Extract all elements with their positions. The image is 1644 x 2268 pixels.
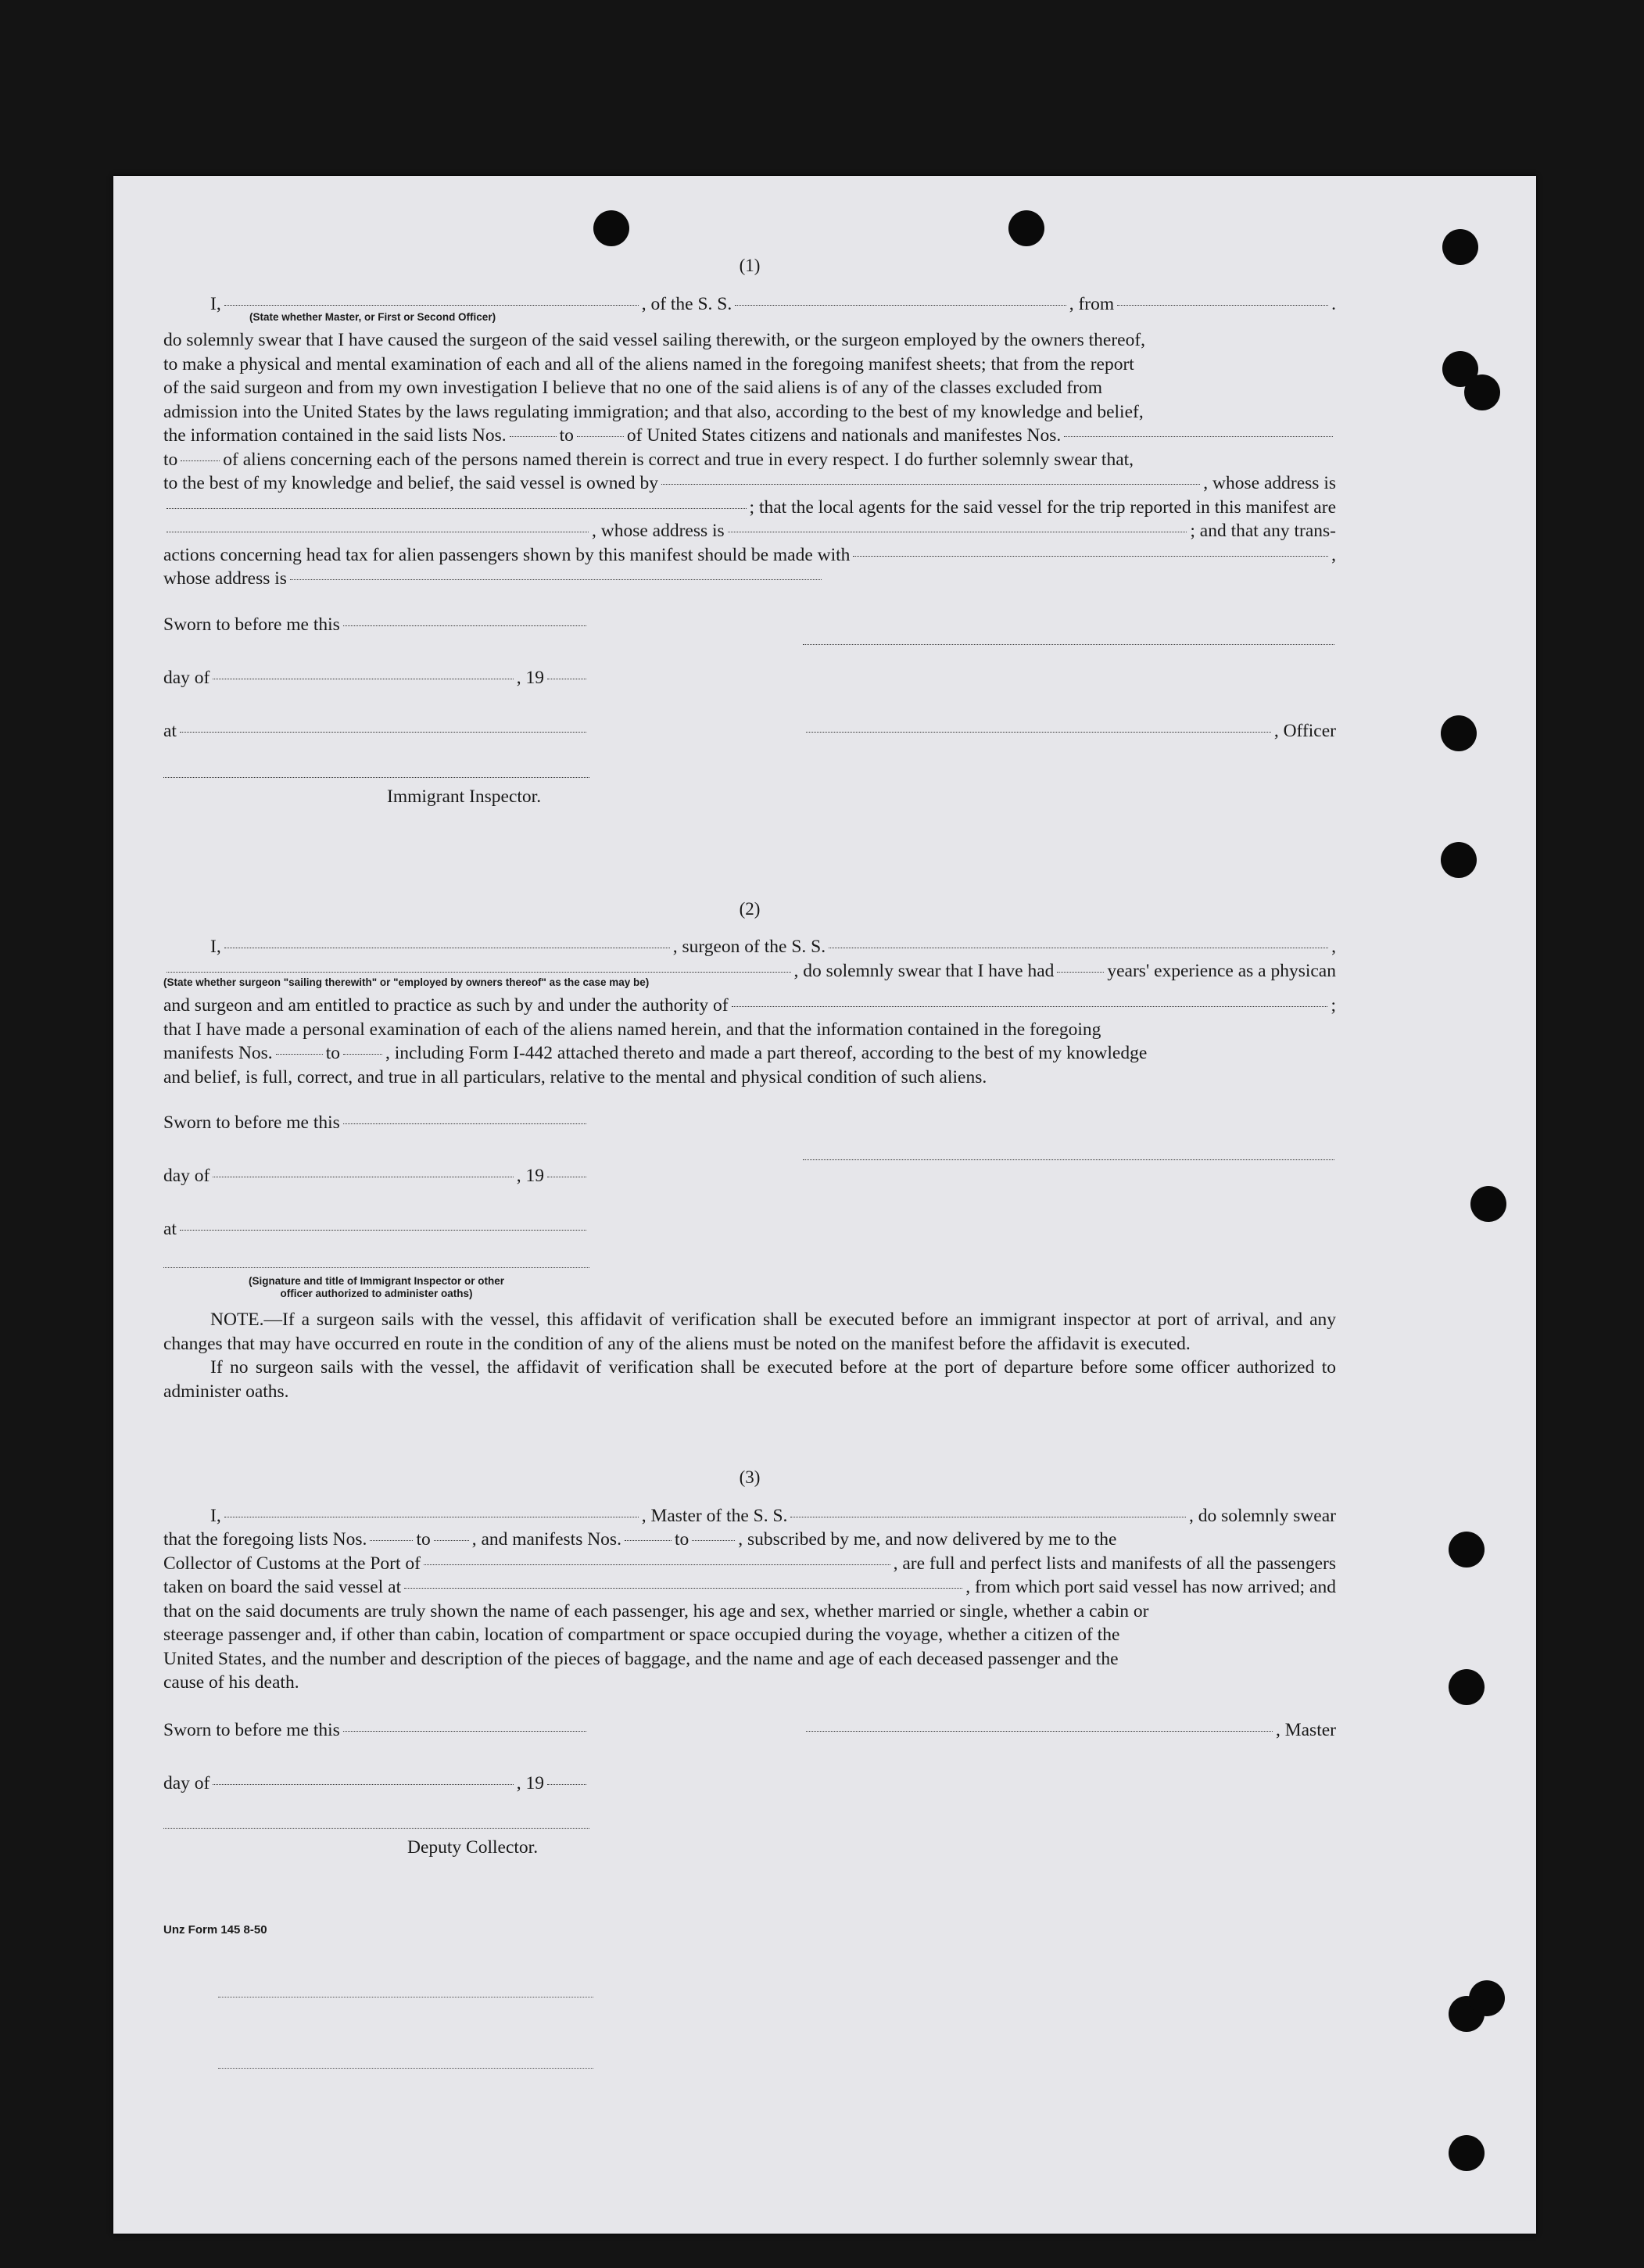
label-text: , Master [1275,1719,1336,1740]
punch-hole [593,210,629,246]
form-line [163,1552,1336,1576]
label-text: Sworn to before me this [163,1113,340,1133]
punch-hole [1008,210,1044,246]
note-block [163,1308,1336,1403]
sworn-date-field[interactable] [343,1123,586,1124]
collector-signature-field[interactable] [163,1828,589,1829]
form-line [163,613,589,637]
signature-block [163,613,1336,847]
surgeon-signature-field[interactable] [803,1159,1334,1160]
form-line [163,935,1336,959]
list-no-from-field[interactable] [510,436,557,437]
note-paragraph: If no surgeon sails with the vessel, the affidavit of verification shall be executed before at the port of departure before some officer authorized to administer oaths. [163,1357,1336,1402]
place-field[interactable] [180,732,586,733]
form-line [163,519,1336,543]
from-port-field[interactable] [1117,305,1328,306]
note-paragraph: NOTE.—If a surgeon sails with the vessel, this affidavit of verification shall be executed before an immigrant inspector at port of arrival, and any changes that may have occurred en route in the condition of any of the aliens must be noted on the manifest before the affidavit is executed. [163,1310,1336,1354]
label-text: ; that the local agents for the said vessel for the trip reported in this manifest are [749,496,1336,518]
form-content [163,254,1336,2069]
label-text: at [163,1219,177,1239]
place-field[interactable] [180,1230,586,1231]
form-line [163,1164,589,1188]
body-line: admission into the United States by the laws regulating immigration; and that also, according to the best of my knowledge and belief, [163,401,1144,422]
caption-line: officer authorized to administer oaths) [280,1288,473,1299]
form-line [803,719,1336,743]
sworn-date-field[interactable] [343,625,586,626]
body-line: of the said surgeon and from my own investigation I believe that no one of the said aliens is of any of the classes excluded from [163,378,1103,398]
boarding-port-field[interactable] [404,1588,962,1589]
label-text: , from [1069,293,1115,314]
form-code: Unz Form 145 8-50 [163,1922,267,1937]
manifest-to-field[interactable] [692,1540,735,1541]
list-no-to-field[interactable] [577,436,624,437]
list-from-field[interactable] [370,1540,413,1541]
label-text: to [163,449,178,470]
form-line [163,567,1336,591]
label-text: and surgeon and am entitled to practice as such by and under the authority of [163,995,729,1016]
form-line [163,1575,1336,1600]
manifest-to-field[interactable] [343,1054,382,1055]
section-number: (3) [739,1467,761,1487]
label-text: at [163,720,177,741]
form-line [163,666,589,690]
manifest-no-field[interactable] [1064,436,1333,437]
label-text: day of [163,1166,210,1186]
body-line: steerage passenger and, if other than cabin, location of compartment or space occupied during the voyage, whether a citizen of the [163,1625,1120,1645]
inspector-signature-field[interactable] [163,1267,589,1268]
label-text: of aliens concerning each of the persons named therein is correct and true in every respect. I do further solemnly swear that, [223,449,1134,470]
label-text: , do solemnly swear that I have had [793,960,1055,981]
body-line: that I have made a personal examination of each of the aliens named herein, and that the information contained in the foregoing [163,1019,1101,1040]
label-text: , do solemnly swear [1189,1505,1336,1526]
label-text: , including Form I-442 attached thereto and made a part thereof, according to the best of my knowledge [385,1043,1148,1063]
label-text: , 19 [516,1772,544,1793]
owner-field[interactable] [661,484,1200,485]
section-number: (1) [739,256,761,275]
head-tax-contact-field[interactable] [853,556,1328,557]
body-line: cause of his death. [163,1672,299,1693]
label-text: , of the S. S. [641,293,732,314]
signature-caption [163,1275,589,1300]
form-line [163,994,1336,1018]
form-line [163,719,589,743]
label-text: , whose address is [1203,473,1336,493]
punch-hole [1464,374,1500,410]
label-text: ; and that any trans- [1190,521,1336,541]
label-text: , Master of the S. S. [641,1505,788,1526]
punch-hole [1441,842,1477,878]
head-tax-address-field[interactable] [290,579,822,580]
deputy-caption: Deputy Collector. [407,1836,539,1858]
form-line [163,1772,589,1796]
port-field[interactable] [424,1564,890,1565]
form-line [163,1041,1336,1066]
vessel-name-field[interactable] [735,305,1066,306]
caption-line: (Signature and title of Immigrant Inspector or other [248,1275,505,1287]
label-text: whose address is [163,568,287,589]
label-text: Sworn to before me this [163,1719,340,1740]
label-text: to the best of my knowledge and belief, the said vessel is owned by [163,473,659,493]
label-text: to [416,1529,431,1550]
label-text: , and manifests Nos. [471,1529,621,1550]
manifest-no-to-field[interactable] [181,460,220,461]
list-to-field[interactable] [434,1540,469,1541]
form-line [163,1718,589,1743]
form-line [803,1718,1336,1743]
officer-signature-field[interactable] [806,732,1271,733]
inspector-caption: Immigrant Inspector. [387,786,542,807]
label-text: , subscribed by me, and now delivered by me to the [738,1529,1117,1550]
punch-hole [1449,2135,1485,2171]
master-signature-field[interactable] [806,1731,1273,1732]
body-line: United States, and the number and description of the pieces of baggage, and the name and age of each deceased passenger and the [163,1648,1119,1669]
label-text: years' experience as a physican [1107,960,1336,981]
sworn-date-field[interactable] [343,1731,586,1732]
label-text: , surgeon of the S. S. [672,937,826,957]
label-text: , whose address is [592,521,725,541]
label-text: ; [1331,995,1336,1016]
day-of-field[interactable] [213,1784,513,1785]
punch-hole [1441,715,1477,751]
label-text: , are full and perfect lists and manifests of all the passengers [893,1553,1336,1574]
form-line [163,496,1336,520]
label-text: taken on board the said vessel at [163,1577,402,1597]
label-text: day of [163,1772,210,1793]
label-text: actions concerning head tax for alien passengers shown by this manifest should be made with [163,544,851,565]
label-text: , [1331,544,1336,565]
inspector-signature-field[interactable] [163,777,589,778]
label-text: that the foregoing lists Nos. [163,1529,367,1550]
body-line: do solemnly swear that I have caused the surgeon of the said vessel sailing therewith, or the surgeon employed by the owners thereof, [163,330,1146,350]
label-text: to [325,1043,340,1063]
blank-line [218,2068,593,2069]
label-text: Sworn to before me this [163,614,340,635]
owner-address-field[interactable] [167,508,747,509]
form-line [163,543,1336,568]
form-line [163,1217,589,1241]
officer-title-field[interactable] [224,305,639,306]
label-text: . [1331,293,1336,314]
body-line: to make a physical and mental examination of each and all of the aliens named in the foregoing manifest sheets; that from the report [163,353,1134,374]
field-caption: (State whether Master, or First or Second Officer) [249,311,496,323]
label-text: , from which port said vessel has now arrived; and [965,1577,1336,1597]
form-line [163,448,1336,472]
label-text: of United States citizens and nationals and manifestes Nos. [626,425,1062,446]
section-number: (2) [739,898,761,919]
body-line: that on the said documents are truly shown the name of each passenger, his age and sex, whether married or single, whether a cabin or [163,1600,1149,1621]
label-text: to [559,425,574,446]
authority-field[interactable] [732,1006,1328,1007]
field-caption: (State whether surgeon "sailing therewith" or "employed by owners thereof" as the case may be) [163,976,650,988]
form-line [163,424,1336,448]
years-field[interactable] [1057,972,1104,973]
form-sheet [113,176,1536,2234]
punch-hole [1449,1669,1485,1705]
surgeon-status-field[interactable] [167,972,791,973]
label-text: Collector of Customs at the Port of [163,1553,421,1574]
label-text: day of [163,667,210,688]
signature-field[interactable] [803,644,1334,645]
label-text: , [1331,937,1336,957]
label-text: , 19 [516,1166,544,1186]
year-field[interactable] [547,1784,586,1785]
form-line [163,1528,1336,1552]
punch-hole [1442,229,1478,265]
punch-hole [1449,1532,1485,1568]
label-text: manifests Nos. [163,1043,273,1063]
label-text: , 19 [516,667,544,688]
manifest-from-field[interactable] [625,1540,672,1541]
label-text: to [674,1529,689,1550]
label-text: I, [210,293,221,314]
form-line [163,1111,589,1135]
punch-hole [1470,1186,1506,1222]
manifest-from-field[interactable] [276,1054,323,1055]
punch-hole [1469,1980,1505,2016]
signature-block [163,1111,1336,1299]
form-line [163,471,1336,496]
label-text: I, [210,1505,221,1526]
body-line: and belief, is full, correct, and true in all particulars, relative to the mental and physical condition of such aliens. [163,1066,987,1087]
label-text: the information contained in the said lists Nos. [163,425,507,446]
label-text: , Officer [1273,720,1336,741]
form-line [163,1504,1336,1528]
label-text: I, [210,937,221,957]
signature-block [163,1718,1336,1890]
